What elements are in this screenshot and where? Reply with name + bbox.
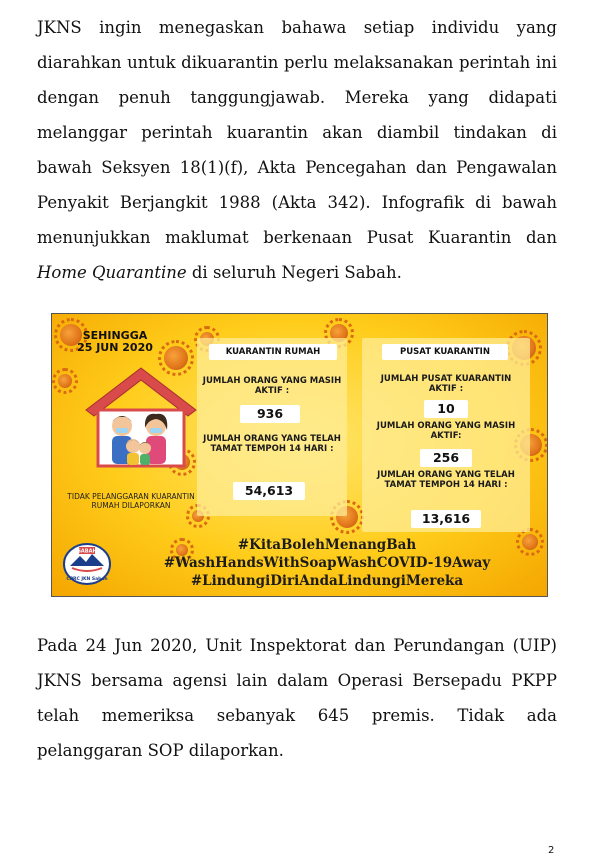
date-line-1: SEHINGGA <box>82 329 148 342</box>
home-completed-label: JUMLAH ORANG YANG TELAH TAMAT TEMPOH 14 HARI : <box>203 434 341 454</box>
second-paragraph-text: Pada 24 Jun 2020, Unit Inspektorat dan Perundangan (UIP) JKNS bersama agensi lain dalam Operasi Bersepadu PKPP telah memeriksa sebanyak 645 premis. Tidak ada pelanggaran SOP dilaporkan. <box>37 636 557 760</box>
quarantine-center-header: PUSAT KUARANTIN <box>382 344 508 360</box>
logo-top-text: SABAH <box>77 548 97 555</box>
hashtag-3: #LindungiDiriAndaLindungiMereka <box>190 573 464 589</box>
date-line-2: 25 JUN 2020 <box>77 341 153 354</box>
no-violation-note: TIDAK PELANGGARAN KUARANTIN RUMAH DILAPORKAN <box>67 492 195 510</box>
page-number: 2 <box>548 845 555 856</box>
home-active-label: JUMLAH ORANG YANG MASIH AKTIF : <box>202 376 342 396</box>
center-count-value: 10 <box>424 400 468 418</box>
second-paragraph <box>37 628 557 768</box>
intro-text-end: di seluruh Negeri Sabah. <box>186 263 402 282</box>
center-completed-value: 13,616 <box>411 510 481 528</box>
center-completed-label: JUMLAH ORANG YANG TELAH TAMAT TEMPOH 14 HARI : <box>377 470 515 490</box>
center-active-label: JUMLAH ORANG YANG MASIH AKTIF: <box>376 421 516 441</box>
virus-icon <box>58 374 72 388</box>
hashtag-block <box>122 536 532 590</box>
home-active-value: 936 <box>240 405 300 423</box>
center-count-label: JUMLAH PUSAT KUARANTIN AKTIF : <box>380 374 512 394</box>
intro-paragraph <box>37 10 557 290</box>
home-completed-value: 54,613 <box>233 482 305 500</box>
center-active-value: 256 <box>420 449 472 467</box>
intro-italic-term: Home Quarantine <box>37 263 187 282</box>
intro-text-start: JKNS ingin menegaskan bahawa setiap individu yang diarahkan untuk dikuarantin perlu melaksanakan perintah ini dengan penuh tanggungjawab. Mereka yang didapati melanggar perintah kuarantin akan diambil tindakan di bawah Seksyen 18(1)(f), Akta Pencegahan dan Pengawalan Penyakit Berjangkit 1988 (Akta 342). Infografik di bawah menunjukkan maklumat berkenaan Pusat Kuarantin dan <box>37 18 557 247</box>
hashtag-1: #KitaBolehMenangBah <box>237 537 417 553</box>
date-label <box>70 330 160 354</box>
logo-bottom-text: CPRC JKN Sabah <box>66 577 108 582</box>
house-family-illustration <box>82 364 200 469</box>
home-quarantine-header: KUARANTIN RUMAH <box>209 344 337 360</box>
quarantine-infographic <box>51 313 548 597</box>
cprc-jkn-sabah-logo <box>62 542 112 586</box>
hashtag-2: #WashHandsWithSoapWashCOVID-19Away <box>163 555 491 571</box>
